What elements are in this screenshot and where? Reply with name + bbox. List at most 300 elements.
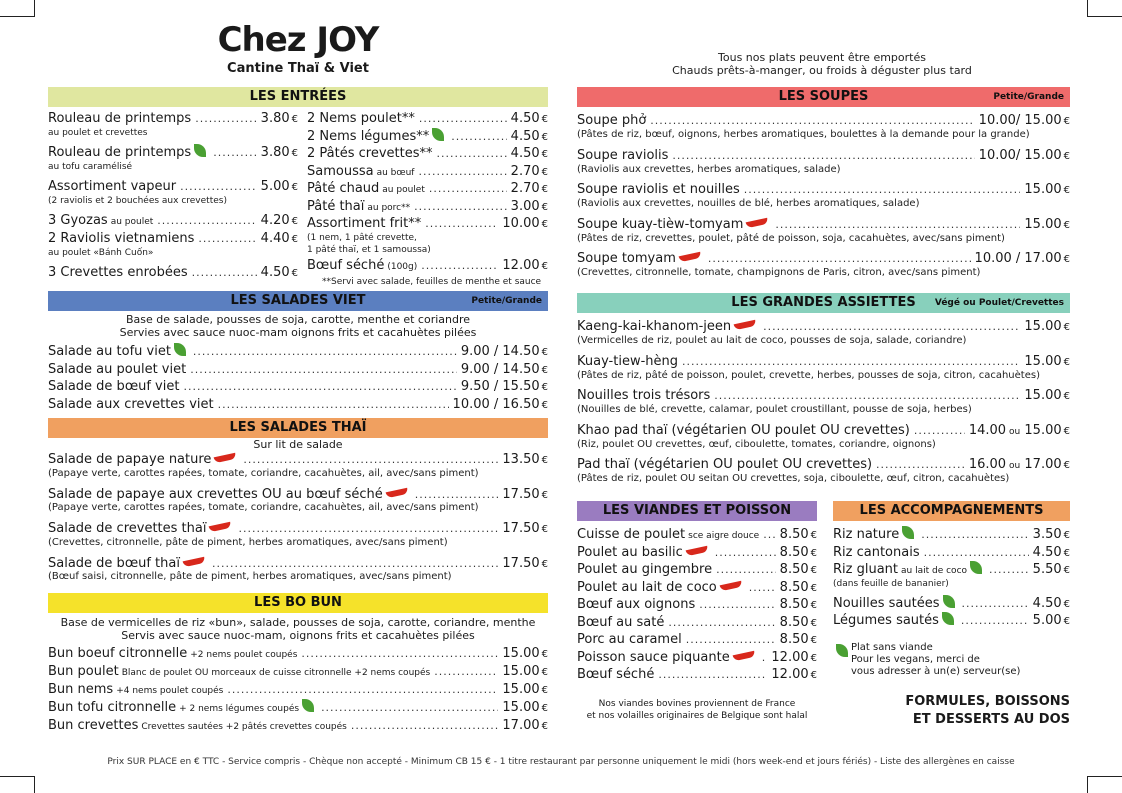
price-separator: ou — [1009, 426, 1021, 437]
menu-item — [577, 147, 1070, 165]
euro-sign: € — [541, 149, 548, 160]
dot-leader — [708, 250, 971, 267]
description-line: Servies avec sauce nuoc-mam oignons frits et cacahuètes pilées — [119, 326, 477, 339]
price-value: 17.00 — [502, 718, 540, 733]
euro-sign: € — [1063, 185, 1070, 196]
dish-name — [833, 544, 920, 561]
dish-price — [261, 110, 298, 128]
price-value: 4.50 — [510, 111, 540, 126]
dish-name-text: Poulet au gingembre — [577, 562, 713, 577]
dish-price — [453, 396, 548, 414]
euro-sign: € — [541, 721, 548, 732]
meat-origin-note — [577, 698, 817, 722]
description-line: Base de salade, pousses de soja, carotte, menthe et coriandre — [125, 313, 471, 326]
price-value: 4.50 — [1032, 544, 1062, 560]
dish-price — [979, 147, 1070, 165]
dish-name-text: Cuisse de poulet — [577, 527, 686, 542]
price-value: 10.00/ 15.00 — [978, 147, 1062, 163]
dish-name — [577, 387, 710, 404]
dish-price — [511, 180, 548, 198]
dish-name-text: Soupe raviolis — [577, 147, 669, 163]
dish-name — [307, 110, 415, 127]
dish-name — [577, 596, 695, 613]
euro-sign: € — [810, 582, 817, 594]
price-value-alt: 15.00 — [1020, 422, 1062, 438]
restaurant-logo-title: Chez JOY — [217, 20, 379, 60]
price-value: 4.50 — [1032, 595, 1062, 611]
price-value: 8.50 — [779, 632, 809, 647]
dish-description: (Bœuf saisi, citronnelle, pâte de piment, herbes aromatiques, avec/sans piment) — [48, 571, 452, 582]
price-value: 5.50 — [1032, 562, 1062, 577]
dot-leader — [682, 353, 1020, 370]
dish-price — [771, 649, 817, 667]
dish-price — [1024, 318, 1070, 336]
menu-item — [307, 198, 548, 217]
leaf-icon — [432, 128, 444, 141]
dish-name-text: 3 Crevettes enrobées — [48, 265, 188, 280]
dot-leader — [672, 147, 974, 164]
dot-leader — [763, 318, 1020, 335]
dish-description: au poulet et crevettes — [48, 128, 148, 138]
price-value: 4.50 — [510, 146, 540, 161]
menu-item — [48, 717, 548, 736]
dot-leader — [414, 198, 507, 215]
euro-sign: € — [1063, 219, 1070, 231]
dish-name-text: 2 Nems légumes** — [307, 128, 430, 144]
dish-name — [48, 144, 209, 161]
section-header-viandes — [577, 501, 817, 521]
dot-leader — [227, 681, 498, 698]
dish-name-text: Bœuf séché — [307, 257, 385, 273]
dot-leader — [192, 264, 257, 281]
menu-item — [307, 110, 548, 128]
leaf-icon — [194, 144, 206, 157]
menu-item — [48, 178, 298, 196]
dish-name-text: Assortiment vapeur — [48, 179, 177, 194]
dish-name — [577, 666, 654, 683]
dot-leader — [716, 561, 776, 578]
menu-item — [48, 520, 548, 538]
dot-leader — [914, 422, 965, 439]
euro-sign: € — [541, 166, 548, 178]
dish-name-text: Bœuf au saté — [577, 614, 665, 630]
leaf-icon — [970, 561, 982, 574]
dish-name-text: Kaeng-kai-khanom-jeen — [577, 319, 732, 334]
menu-item — [48, 645, 548, 664]
dish-price — [502, 451, 548, 469]
dish-name — [577, 526, 759, 545]
dish-description: (Raviolis aux crevettes, nouilles de blé, herbes aromatiques, salade) — [577, 198, 920, 209]
salades-thai-description: Sur lit de salade — [253, 438, 343, 451]
menu-item — [577, 112, 1070, 130]
price-value: 12.00 — [771, 649, 809, 665]
dish-description: (Pâtes de riz, poulet OU seitan OU crevettes, soja, ciboulette, œuf, citron, cacahuètes) — [577, 473, 1010, 484]
price-value: 4.20 — [260, 213, 290, 228]
dish-detail: (100g) — [387, 261, 418, 272]
price-value: 15.00 — [1024, 182, 1062, 197]
leaf-icon — [836, 644, 848, 657]
restaurant-logo-subtitle: Cantine Thaï & Viet — [227, 61, 369, 76]
dish-price — [502, 215, 548, 233]
price-value: 17.50 — [502, 555, 540, 571]
menu-item — [48, 230, 298, 248]
price-value: 15.00 — [502, 700, 540, 715]
price-value: 3.80 — [260, 145, 290, 160]
menu-item — [577, 579, 817, 597]
dish-detail: sce aigre douce — [688, 531, 760, 541]
dish-name-text: Bœuf séché — [577, 667, 655, 682]
menu-item — [577, 353, 1070, 371]
euro-sign: € — [1063, 616, 1070, 627]
dot-leader — [921, 526, 1028, 543]
dish-name — [307, 163, 414, 182]
dot-leader — [193, 343, 457, 360]
euro-sign: € — [810, 530, 817, 541]
euro-sign: € — [1063, 598, 1070, 610]
dish-name-text: Bun tofu citronnelle — [48, 700, 177, 715]
dot-leader — [744, 181, 1021, 198]
section-header-bobun — [48, 593, 548, 613]
euro-sign: € — [810, 635, 817, 646]
section-title: LES VIANDES ET POISSON — [602, 503, 792, 518]
dish-description: (dans feuille de bananier) — [833, 578, 949, 589]
size-tag: Petite/Grande — [471, 296, 542, 306]
dot-leader — [668, 614, 775, 631]
price-value: 3.80 — [260, 111, 290, 126]
dot-leader — [419, 110, 507, 127]
menu-item — [577, 387, 1070, 405]
size-tag: Végé ou Poulet/Crevettes — [934, 298, 1064, 308]
dot-leader — [658, 666, 767, 683]
dish-name — [48, 681, 223, 700]
menu-item — [48, 361, 548, 379]
dish-detail: au bœuf — [376, 167, 415, 178]
euro-sign: € — [1063, 547, 1070, 559]
dish-name-text: Kuay-tiew-hèng — [577, 353, 678, 369]
dish-name-text: Poulet au basilic — [577, 544, 683, 560]
dish-price — [969, 422, 1070, 441]
price-value: 15.00 — [1024, 319, 1062, 334]
euro-sign: € — [291, 182, 298, 193]
note-line: Nos viandes bovines proviennent de France — [598, 699, 796, 709]
section-header-accompagnements — [833, 501, 1070, 521]
menu-item — [48, 110, 298, 128]
price-value: 5.00 — [1032, 613, 1062, 628]
dot-leader — [213, 144, 256, 161]
price-value: 4.50 — [260, 265, 290, 280]
dish-name — [48, 520, 234, 537]
price-value: 17.50 — [502, 521, 540, 536]
price-value: 2.70 — [510, 163, 540, 179]
euro-sign: € — [541, 649, 548, 660]
dot-leader — [962, 595, 1029, 612]
dish-price — [780, 561, 817, 579]
dish-name-text: 2 Raviolis vietnamiens — [48, 231, 195, 246]
dish-name — [48, 451, 239, 468]
price-value: 10.00/ 15.00 — [978, 113, 1062, 128]
dish-name — [48, 555, 208, 572]
dot-leader — [301, 645, 498, 662]
dish-price — [502, 555, 548, 573]
menu-item — [48, 699, 548, 718]
dish-name-text: Soupe kuay-tièw-tomyam — [577, 216, 744, 232]
euro-sign: € — [541, 114, 548, 125]
dish-description: (1 nem, 1 pâté crevette, — [307, 232, 417, 243]
dish-name-text: Pâté thaï — [307, 198, 365, 214]
price-separator: ou — [1009, 461, 1021, 471]
dish-price — [261, 212, 298, 230]
euro-sign: € — [1063, 425, 1070, 437]
menu-item — [48, 378, 548, 396]
dish-name-text: Porc au caramel — [577, 632, 682, 647]
chili-icon — [183, 556, 206, 566]
description-line: Base de vermicelles de riz «bun», salade, pousses de soja, carotte, coriandre, menthe — [60, 616, 536, 629]
price-value: 10.00 — [502, 216, 540, 231]
dish-name — [48, 717, 347, 736]
menu-item — [307, 163, 548, 182]
dish-description: (Papaye verte, carottes rapées, tomate, coriandre, cacahuètes, ail, avec/sans piment) — [48, 467, 479, 479]
dish-price — [461, 343, 548, 361]
dish-name-text: Khao pad thaï (végétarien OU poulet OU crevettes) — [577, 422, 910, 438]
entrees-footnote: **Servi avec salade, feuilles de menthe et sauce — [322, 277, 542, 287]
euro-sign: € — [541, 364, 548, 376]
price-value: 12.00 — [502, 257, 540, 273]
dish-name — [577, 250, 704, 267]
chili-icon — [685, 545, 708, 555]
dish-name — [577, 579, 745, 596]
menu-item — [307, 215, 548, 233]
menu-item — [48, 264, 298, 282]
dish-price — [511, 128, 548, 146]
dish-description: au tofu caramélisé — [48, 162, 133, 172]
euro-sign: € — [541, 219, 548, 230]
price-value-alt: 17.00 — [1020, 457, 1062, 472]
euro-sign: € — [541, 399, 548, 411]
dish-name — [307, 215, 421, 232]
bobun-description — [48, 616, 548, 642]
dot-leader — [243, 451, 498, 468]
note-line: et nos volailles originaires de Belgique sont halal — [586, 711, 808, 721]
dot-leader — [238, 520, 498, 537]
dish-name-text: Soupe raviolis et nouilles — [577, 182, 740, 197]
euro-sign: € — [1063, 116, 1070, 127]
dish-description: (Raviolis aux crevettes, herbes aromatiques, salade) — [577, 163, 841, 175]
dot-leader — [195, 110, 256, 127]
dot-leader — [451, 128, 506, 145]
dish-name-text: Riz gluant — [833, 562, 899, 577]
euro-sign: € — [1063, 356, 1070, 368]
dish-detail: Blanc de poulet OU morceaux de cuisse citronnelle +2 nems coupés — [121, 668, 431, 678]
dish-name-text: Rouleau de printemps — [48, 145, 192, 160]
dish-description: (Pâtes de riz, bœuf, oignons, herbes aromatiques, boulettes à la demande pour la grande) — [577, 129, 1030, 140]
dot-leader — [715, 544, 776, 561]
dish-name-text: Riz nature — [833, 527, 900, 542]
dish-name — [307, 128, 447, 145]
dish-name — [833, 526, 917, 543]
price-value: 5.00 — [260, 179, 290, 194]
menu-item — [48, 681, 548, 700]
dish-price — [502, 645, 548, 663]
dish-name-text: Pâté chaud — [307, 181, 380, 196]
dish-name — [577, 544, 711, 561]
dish-detail: Crevettes sautées +2 pâtés crevettes coupés — [141, 722, 347, 732]
dish-name-text: Nouilles sautées — [833, 595, 940, 611]
menu-item — [48, 212, 298, 231]
dish-name — [577, 649, 758, 666]
section-title: LES SALADES THAÏ — [229, 420, 367, 435]
euro-sign: € — [1063, 254, 1070, 265]
price-value: 2.70 — [510, 181, 540, 196]
chili-icon — [678, 252, 701, 262]
euro-sign: € — [1063, 391, 1070, 402]
dish-name — [577, 353, 678, 370]
leaf-icon — [942, 612, 954, 625]
dish-price — [502, 699, 548, 717]
dish-description: 1 pâté thaï, et 1 samoussa) — [307, 244, 431, 255]
dish-name — [48, 486, 411, 503]
dish-name-text: Salade de papaye aux crevettes OU au bœuf séché — [48, 486, 383, 502]
dish-price — [1024, 353, 1070, 371]
dish-name-text: Légumes sautés — [833, 613, 939, 628]
dish-name-text: Soupe tomyam — [577, 251, 676, 266]
menu-item — [48, 144, 298, 162]
dish-name — [577, 216, 771, 233]
crop-mark — [1087, 776, 1122, 793]
menu-item — [48, 343, 548, 361]
chili-icon — [734, 320, 757, 330]
dish-name — [48, 361, 186, 378]
dot-leader — [418, 163, 506, 180]
dish-name-text: Soupe phở — [577, 113, 647, 128]
dish-price — [1024, 216, 1070, 234]
menu-item — [577, 181, 1070, 199]
dot-leader — [429, 180, 507, 197]
dish-description: (Papaye verte, carottes rapées, tomate, coriandre, cacahuètes, ail, avec/sans piment) — [48, 502, 479, 513]
takeaway-note-line1: Tous nos plats peuvent être emportés — [718, 51, 926, 64]
section-title: LES ENTRÉES — [249, 89, 347, 104]
dish-description: (Crevettes, citronnelle, pâte de piment, herbes aromatiques, avec/sans piment) — [48, 536, 448, 548]
euro-sign: € — [810, 565, 817, 576]
dish-name-text: Bun nems — [48, 682, 114, 697]
dish-name-text: Rouleau de printemps — [48, 111, 192, 126]
euro-sign: € — [1063, 565, 1070, 576]
dish-price — [1033, 544, 1070, 562]
dish-name — [48, 230, 194, 247]
menu-item — [577, 544, 817, 562]
legend-line: Pour les vegans, merci de — [851, 654, 980, 665]
legend-line: vous adresser à un(e) serveur(se) — [851, 666, 1021, 677]
dot-leader — [686, 631, 776, 648]
footer-conditions: Prix SUR PLACE en € TTC - Service compris - Chèque non accepté - Minimum CB 15 € - 1 titre restaurant par personne uniquement le midi (hors week-end et jours fériés) - Liste des allergènes en caisse — [107, 757, 1015, 767]
price-value: 3.00 — [510, 198, 540, 214]
menu-item — [577, 216, 1070, 234]
euro-sign: € — [541, 131, 548, 143]
dish-name — [577, 631, 682, 648]
crop-mark — [1087, 0, 1122, 17]
price-value: 8.50 — [779, 614, 809, 630]
price-value: 8.50 — [779, 579, 809, 595]
price-value: 8.50 — [779, 597, 809, 612]
chili-icon — [719, 580, 742, 590]
vegetarian-legend — [833, 642, 1020, 678]
euro-sign: € — [810, 652, 817, 664]
menu-item — [48, 396, 548, 414]
chili-icon — [214, 453, 237, 463]
dot-leader — [749, 579, 776, 596]
euro-sign: € — [810, 617, 817, 629]
menu-item — [48, 663, 548, 682]
euro-sign: € — [291, 114, 298, 125]
euro-sign: € — [541, 184, 548, 195]
dish-price — [1024, 181, 1070, 199]
menu-item — [307, 145, 548, 163]
dish-name — [307, 257, 417, 276]
dish-price — [780, 631, 817, 649]
menu-item — [577, 561, 817, 579]
dish-price — [261, 144, 298, 162]
section-title: LES GRANDES ASSIETTES — [731, 295, 916, 310]
price-value: 15.00 — [502, 646, 540, 661]
description-line: Servis avec sauce nuoc-mam, oignons frits et cacahuètes pilées — [121, 629, 475, 642]
dish-price — [261, 264, 298, 282]
euro-sign: € — [541, 558, 548, 570]
section-header-assiettes — [577, 293, 1070, 313]
dish-name-text: Salade de papaye nature — [48, 452, 212, 467]
dish-name-text: Pad thaï (végétarien OU poulet OU crevettes) — [577, 457, 873, 472]
dish-name — [833, 595, 958, 612]
section-header-soupes — [577, 87, 1070, 107]
dish-name — [833, 612, 957, 629]
dot-leader — [989, 561, 1029, 578]
euro-sign: € — [810, 600, 817, 611]
price-value: 4.50 — [510, 128, 540, 144]
dish-name — [577, 561, 712, 578]
notice-line: FORMULES, BOISSONS — [905, 694, 1070, 709]
dot-leader — [650, 112, 974, 129]
price-value: 3.50 — [1032, 527, 1062, 542]
dish-name — [577, 147, 668, 164]
menu-item — [833, 526, 1070, 544]
menu-item — [577, 649, 817, 667]
euro-sign: € — [541, 524, 548, 535]
euro-sign: € — [1063, 530, 1070, 541]
euro-sign: € — [1063, 322, 1070, 333]
dot-leader — [421, 257, 498, 274]
dish-price — [780, 614, 817, 632]
size-tag: Petite/Grande — [993, 92, 1064, 102]
dish-price — [502, 257, 548, 275]
chili-icon — [746, 217, 769, 227]
dish-name — [577, 181, 740, 198]
dot-leader — [218, 396, 449, 413]
dish-price — [771, 666, 817, 684]
dish-name-text: Salade au tofu viet — [48, 344, 171, 359]
dish-name — [577, 318, 759, 335]
price-value: 15.00 — [1024, 388, 1062, 403]
menu-item — [48, 451, 548, 469]
dish-name-text: Salade de bœuf thaï — [48, 555, 180, 571]
chili-icon — [209, 522, 232, 532]
menu-item — [833, 612, 1070, 630]
dish-price — [780, 526, 817, 544]
dish-name-text: 2 Nems poulet** — [307, 111, 415, 126]
dish-name-text: Poisson sauce piquante — [577, 649, 730, 665]
price-value: 14.00 — [968, 422, 1007, 438]
dish-name — [577, 112, 646, 129]
price-value: 15.00 — [502, 682, 540, 697]
euro-sign: € — [541, 667, 548, 678]
dish-name — [48, 663, 430, 682]
